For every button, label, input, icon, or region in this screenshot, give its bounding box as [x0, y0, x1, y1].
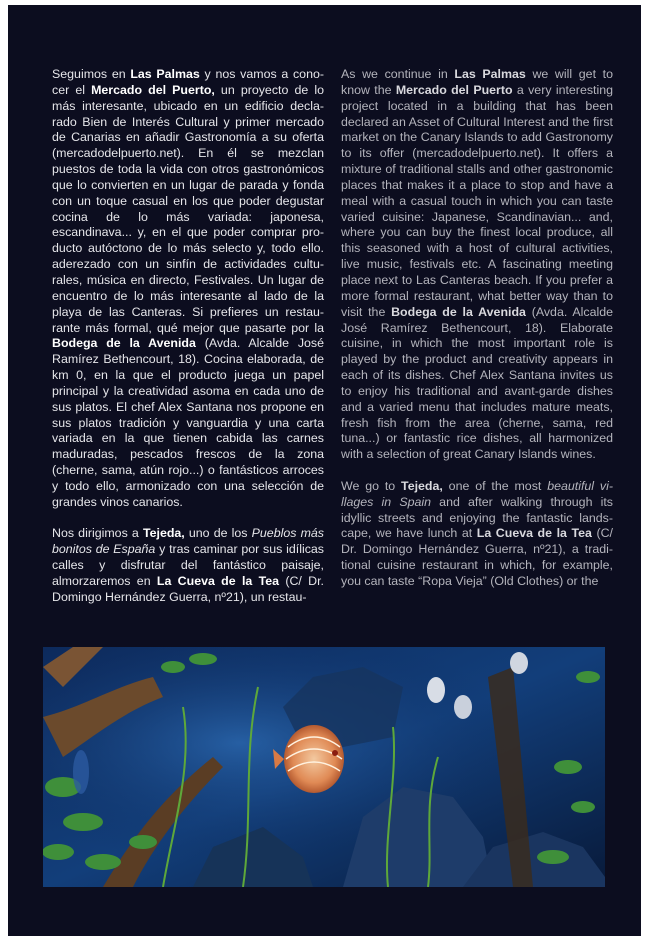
text-run: y nos vamos a conocer el: [52, 67, 324, 97]
text-run: We go to: [341, 478, 402, 493]
bold-place-name: Tejeda,: [401, 478, 443, 493]
bold-place-name: Mercado del Puerto: [395, 82, 513, 97]
aquarium-illustration: [43, 647, 605, 887]
small-fish: [427, 677, 445, 703]
text-run: Seguimos en: [52, 67, 131, 81]
text-run: and after walking through its idyllic streets and enjoying the fantastic landscape, we have lunch at: [341, 494, 614, 541]
bold-place-name: Las Palmas: [130, 67, 200, 81]
bold-place-name: Tejeda,: [142, 526, 185, 541]
bold-place-name: Mercado del Puerto,: [91, 82, 215, 97]
text-run: y tras caminar por sus idílicas calles y disfrutar del fantástico paisaje, almorzaremos en: [52, 542, 324, 588]
text-run: (C/ Dr. Domingo Hernández Guerra, nº21), un restau-: [52, 574, 324, 604]
small-fish: [454, 695, 472, 719]
text-run: (C/ Dr. Domingo Hernández Guerra, nº21), a traditional cuisine restaurant in which, for example, you can taste “Ropa Vieja” (Old Clothes) or the: [341, 526, 613, 588]
blue-fish: [73, 750, 89, 794]
text-run: (Avda. Alcalde José Ramírez Bethencourt, 18). Elaborate cuisine, in which the most important role is played by the product and creativity appears in each of its dishes. Chef Alex Santana invites us to enjoy his traditional and avant-garde dishes and a varied menu that includes mature meats, fresh fish from the area (cherne, sama, red tuna...) or fantastic rice dishes, all harmonized with a selection of great Canary Islands wines.: [341, 304, 613, 462]
text-run: uno de los: [184, 526, 252, 541]
text-run: one of the most: [442, 478, 548, 493]
bold-place-name: Bodega de la Avenida: [391, 304, 526, 319]
bold-place-name: La Cueva de la Tea: [156, 574, 280, 588]
bold-place-name: Bodega de la Avenida: [52, 336, 196, 351]
text-run: un proyecto de lo más interesante, ubicado en un edificio declarado Bien de Interés Cultural y primer mercado de Canarias en añadir Gastronomía a su oferta (mercadodelpuerto.net). En él se mezclan puestos de toda la vida con otros gastronómicos que lo convierten en un lugar de parada y fonda con un toque casual en los que poder degustar cocina de lo más variada: japonesa, escandinava... y, en el que poder comprar producto autóctono de lo más selecto y, todo ello. aderezado con un sinfín de actividades culturales, música en directo, Festivales. Un lugar de encuentro de lo más interesante al lado de la playa de las Canteras. Si prefieres un restaurante más formal, qué mejor que pasarte por la: [52, 82, 324, 335]
bold-place-name: Las Palmas: [454, 67, 526, 81]
english-paragraph-mercado: [341, 67, 613, 463]
text-run: (Avda. Alcalde José Ramírez Bethencourt, 18). Cocina elaborada, de km 0, en la que el producto juega un papel principal y la creatividad asoma en cada uno de sus platos. El chef Alex Santana nos propone en sus platos tradición y vanguardia y una carta variada en la que tienen cabida las carnes maduradas, pescados frescos de la zona (cherne, sama, atún rojo...) o fantásticos arroces y todo ello, armonizado con una selección de grandes vinos canarios.: [52, 336, 325, 509]
english-paragraph-tejeda: [341, 479, 613, 590]
spanish-paragraph-mercado: [52, 67, 324, 511]
bold-place-name: La Cueva de la Tea: [476, 526, 592, 541]
text-run: Nos dirigimos a: [52, 526, 143, 541]
text-run: a very interesting project located in a building that has been declared an Asset of Cultural Interest and the first market on the Canary Islands to add Gastronomy to its offer (mercadodelpuerto.net). It offers a mixture of traditional stalls and other gastronomic places that makes it a place to stop and have a meal with a casual touch in which you can taste varied cuisine: Japanese, Scandinavian... and, where you can buy the finest local produce, all this seasoned with a host of cultural activities, live music, festivals etc. A fascinating meeting place next to Las Canteras beach. If you prefer a more formal restaurant, what better way than to visit the: [341, 82, 614, 319]
spanish-column: [52, 67, 324, 622]
italic-phrase: beautiful villages in Spain: [341, 478, 613, 509]
italic-phrase: Pueblos más bonitos de España: [52, 526, 324, 557]
aquarium-photo: [43, 647, 605, 887]
english-column: [341, 67, 613, 606]
text-run: we will get to know the: [341, 67, 613, 97]
spanish-paragraph-tejeda: [52, 526, 324, 605]
text-run: As we continue in: [341, 67, 455, 81]
small-fish: [510, 652, 528, 674]
